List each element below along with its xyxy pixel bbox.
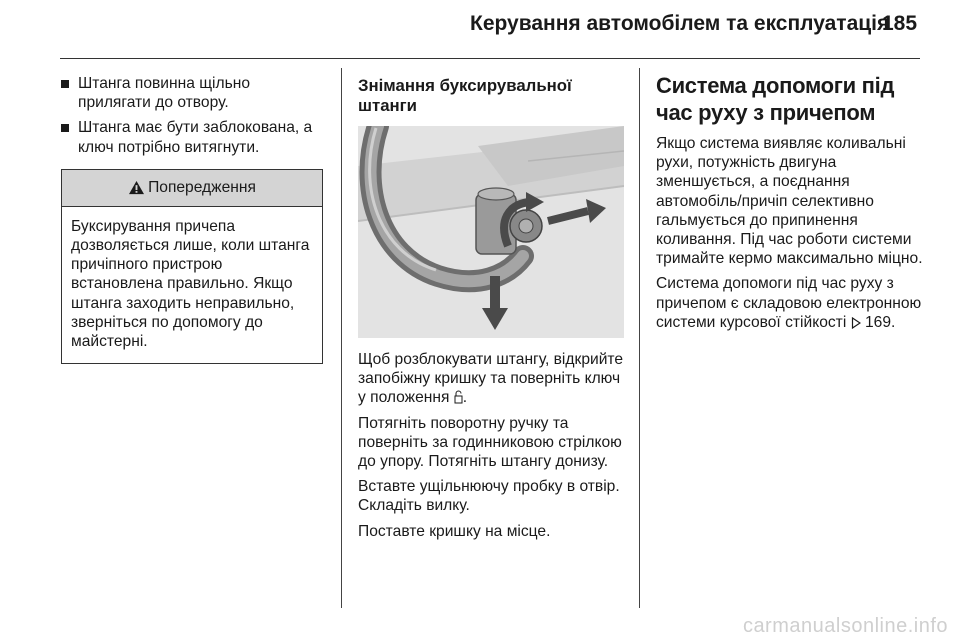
paragraph-pull-knob: Потягніть поворотну ручку та поверніть за годинниковою стрілкою до упору. Потягніть штангу донизу. [358, 414, 622, 471]
list-item: Штанга має бути заблокована, а ключ потрібно витягнути. [61, 118, 323, 156]
paragraph-system-behavior: Якщо система виявляє коливальні рухи, потужність двигуна зменшується, а поєднання автомобіль/причіп селективно гальмується до припинення коливання. Під час роботи системи тримайте кермо максимально міцно. [656, 135, 923, 268]
warning-triangle-icon [128, 180, 145, 195]
bullet-square-icon [61, 80, 69, 88]
warning-title: Попередження [148, 178, 256, 196]
paragraph-system-reference: Система допомоги під час руху з причепом є складовою електронною системи курсової стійкості 169. [656, 275, 922, 331]
paragraph-insert-plug: Вставте ущільнюючу пробку в отвір. Складіть вилку. [358, 478, 620, 515]
page-reference-arrow-icon [851, 317, 861, 329]
column-1 [61, 74, 323, 364]
paragraph-replace-cover: Поставте кришку на місце. [358, 522, 551, 540]
column-divider-2 [639, 68, 640, 608]
section-title-removal: Знімання буксирувальної штанги [358, 76, 572, 115]
bullet-square-icon [61, 124, 69, 132]
page-reference-link[interactable]: 169. [864, 313, 896, 331]
bullet-list [61, 74, 323, 157]
paragraph-unlock: Щоб розблокувати штангу, відкрийте запобіжну кришку та поверніть ключ у положення . [358, 351, 624, 407]
list-item: Штанга повинна щільно прилягати до отвору. [61, 74, 323, 112]
watermark: carmanualsonline.info [742, 615, 948, 637]
column-divider-1 [341, 68, 342, 608]
warning-box [61, 169, 323, 364]
header-rule [60, 58, 920, 59]
warning-text: Буксирування причепа дозволяється лише, коли штанга причіпного пристрою встановлена правильно. Якщо штанга заходить неправильно, зверніться по допомогу до майстерні. [71, 217, 310, 351]
warning-header [62, 170, 322, 207]
page-number: 185 [882, 12, 918, 35]
unlocked-padlock-icon [454, 390, 463, 404]
section-title-trailer-assist: Система допомоги під час руху з причепом [656, 73, 895, 125]
column-3 [656, 74, 928, 338]
towbar-removal-illustration [358, 126, 624, 338]
column-2 [358, 74, 624, 547]
page-header-title: Керування автомобілем та експлуатація [470, 12, 890, 35]
